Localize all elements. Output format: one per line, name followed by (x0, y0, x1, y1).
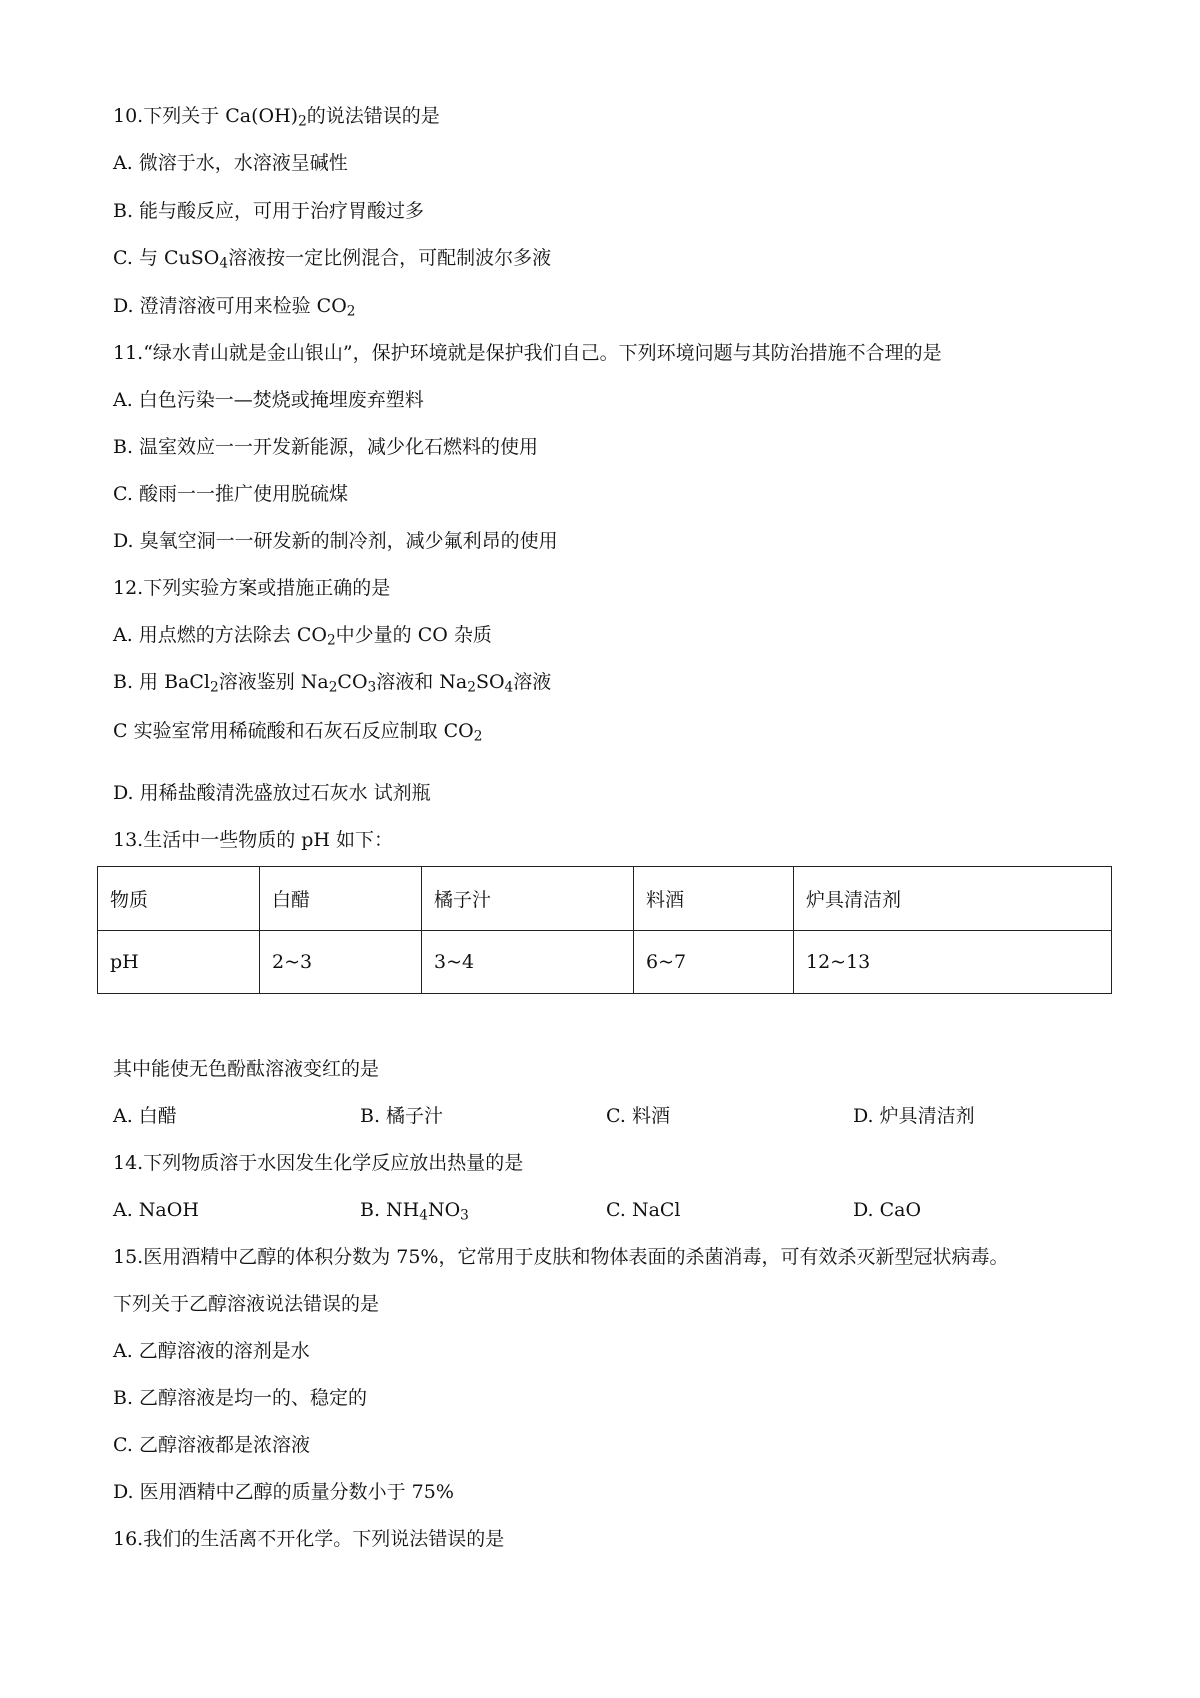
q14-option-d: D. CaO (853, 1199, 922, 1221)
q15-stem-line2: 下列关于乙醇溶液说法错误的是 (113, 1293, 380, 1315)
q15-option-b: B. 乙醇溶液是均一的、稳定的 (113, 1387, 368, 1409)
q12-option-a: A. 用点燃的方法除去 $CO_2$中少量的 CO 杂质 (113, 624, 492, 649)
q12-option-c: C 实验室常用稀硫酸和石灰石反应制取 $CO_2$ (113, 720, 483, 745)
q13-option-c: C. 料酒 (606, 1105, 670, 1127)
q10-option-a: A. 微溶于水，水溶液呈碱性 (113, 152, 348, 174)
q11-option-c: C. 酸雨一一推广使用脱硫煤 (113, 483, 348, 505)
ph-table-cell: 6~7 (634, 930, 794, 994)
q11-option-b: B. 温室效应一一开发新能源，减少化石燃料的使用 (113, 436, 539, 458)
ph-table-header-cell: 橘子汁 (422, 867, 634, 931)
ph-table-header-cell: 料酒 (634, 867, 794, 931)
q11-option-a: A. 白色污染一—焚烧或掩埋废弃塑料 (113, 389, 424, 411)
q12-option-d: D. 用稀盐酸清洗盛放过石灰水 试剂瓶 (113, 782, 431, 804)
q14-stem: 14.下列物质溶于水因发生化学反应放出热量的是 (113, 1152, 524, 1174)
ph-table (97, 866, 1112, 994)
q11-option-d: D. 臭氧空洞一一研发新的制冷剂，减少氟利昂的使用 (113, 530, 558, 552)
q13-option-d: D. 炉具清洁剂 (853, 1105, 975, 1127)
q14-option-b: B. $NH_4NO_3$ (360, 1199, 469, 1224)
q15-option-d: D. 医用酒精中乙醇的质量分数小于 75% (113, 1481, 454, 1503)
ph-table-cell: 2~3 (260, 930, 422, 994)
q16-stem: 16.我们的生活离不开化学。下列说法错误的是 (113, 1528, 505, 1550)
q11-stem: 11.“绿水青山就是金山银山”，保护环境就是保护我们自己。下列环境问题与其防治措施不合理的是 (113, 342, 942, 364)
ph-table-header-cell: 炉具清洁剂 (794, 867, 1112, 931)
ph-table-header-cell: 物质 (98, 867, 260, 931)
q10-option-d: D. 澄清溶液可用来检验 $CO_2$ (113, 295, 356, 320)
q12-option-b: B. 用 BaCl$_2$溶液鉴别 $Na_2CO_3$溶液和 $Na_2SO_4$溶液 (113, 671, 552, 696)
q12-stem: 12.下列实验方案或措施正确的是 (113, 577, 391, 599)
q14-option-a: A. NaOH (113, 1199, 199, 1221)
q14-option-c: C. NaCl (606, 1199, 681, 1221)
q15-stem-line1: 15.医用酒精中乙醇的体积分数为 75%，它常用于皮肤和物体表面的杀菌消毒，可有效杀灭新型冠状病毒。 (113, 1246, 1009, 1268)
ph-table-cell: 3~4 (422, 930, 634, 994)
ph-table-cell: pH (98, 930, 260, 994)
ph-table-value-row (98, 930, 1112, 994)
ph-table-header-row (98, 867, 1112, 931)
q13-question: 其中能使无色酚酞溶液变红的是 (113, 1058, 380, 1080)
q15-option-a: A. 乙醇溶液的溶剂是水 (113, 1340, 310, 1362)
ph-table-header-cell: 白醋 (260, 867, 422, 931)
q10-stem: 10.下列关于 $Ca(OH)_2$的说法错误的是 (113, 105, 440, 130)
q13-option-b: B. 橘子汁 (360, 1105, 444, 1127)
q10-option-c: C. 与 CuSO$_4$溶液按一定比例混合，可配制波尔多液 (113, 247, 552, 272)
q15-option-c: C. 乙醇溶液都是浓溶液 (113, 1434, 310, 1456)
q13-option-a: A. 白醋 (113, 1105, 177, 1127)
q13-stem: 13.生活中一些物质的 pH 如下： (113, 829, 394, 851)
q10-option-b: B. 能与酸反应，可用于治疗胃酸过多 (113, 200, 425, 222)
ph-table-cell: 12~13 (794, 930, 1112, 994)
